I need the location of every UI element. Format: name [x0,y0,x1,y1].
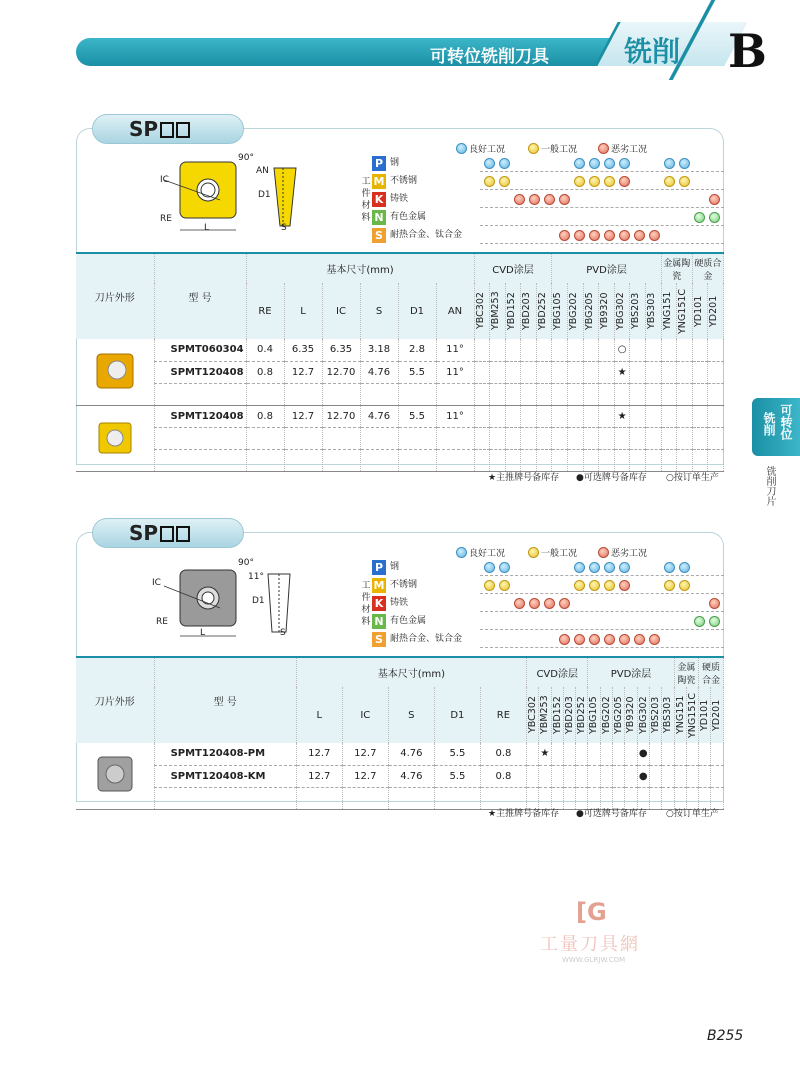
grade-header: YBD252 [536,292,548,330]
grade-header: YD201 [708,295,720,327]
legend-good-2 [456,546,505,559]
material-row-p [372,155,724,172]
diagram1-re: RE [160,214,172,224]
dim-cell: 0.8 [480,765,526,787]
bad-face-icon [634,634,645,645]
good-face-icon [664,158,675,169]
bad-face-icon [529,194,540,205]
material-label: 钢 [390,562,400,572]
section-letter: B [728,24,767,78]
material-letter: K [372,596,386,611]
dim-cell: 4.76 [388,743,434,765]
material-letter: M [373,579,385,592]
bad-face-icon [559,230,570,241]
normal-face-icon [589,176,600,187]
dim-header: D1 [398,283,436,339]
good-face-icon [619,158,630,169]
normal-face-icon [664,580,675,591]
normal-face-icon [484,176,495,187]
page-number: B255 [707,1028,744,1044]
good-face-icon [499,562,510,573]
dim-cell: 5.5 [434,743,480,765]
legend-bad-text: 恶劣工况 [611,549,648,559]
dim-header: L [296,687,342,743]
model-cell: SPMT060304 [154,339,246,361]
good-face-icon [456,143,467,154]
material-letter: N [372,614,386,629]
dim-cell: 0.8 [480,743,526,765]
dim-cell: 11° [436,361,474,383]
grade-header: YBM253 [490,291,502,331]
good-face-icon [574,158,585,169]
material-label: 耐热合金、钛合金 [390,634,463,644]
availability-mark: ★ [614,361,630,383]
col-model: 型 号 [154,657,296,743]
good-face-icon [679,562,690,573]
availability-mark: ○ [614,339,630,361]
bad-face-icon [544,598,555,609]
bad-face-icon [559,634,570,645]
material-row-n [372,613,724,630]
diagram2-an: 11° [248,572,264,582]
insert-image-yellow [90,348,140,392]
bad-face-icon [529,598,540,609]
grade-header: YBS203 [630,292,642,330]
dim-cell: 6.35 [284,339,322,361]
legend-normal-text: 一般工况 [541,145,578,155]
grade-header: YD201 [711,699,723,731]
material-label: 有色金属 [390,212,427,222]
footnote-circle-2: ○按订单生产 [666,809,719,819]
table-row [76,743,724,765]
col-shape: 刀片外形 [76,657,154,743]
grade-header: YBG302 [614,292,626,330]
material-label: 铸铁 [390,194,409,204]
material-caption-2: 工件材料 [361,581,371,627]
grade-header: YNG151 [661,291,673,331]
grade-header: YB9320 [599,292,611,330]
diagram1-angle: 90° [238,153,254,163]
dim-cell: 5.5 [398,361,436,383]
bad-face-icon [514,194,525,205]
group-carbide: 硬质合金 [699,657,724,687]
legend-normal-2 [528,546,577,559]
material-row-s [372,631,724,648]
material-row-s [372,227,724,244]
footnote-dot-2: ●可选牌号备库存 [576,809,647,819]
dim-header: IC [342,687,388,743]
dim-cell: 11° [436,339,474,361]
group-cvd: CVD涂层 [474,253,552,283]
bad-face-icon [598,547,609,558]
material-label: 耐热合金、钛合金 [390,230,463,240]
diagram1-an: AN [256,166,269,176]
grade-header: YD101 [699,699,711,731]
normal-face-icon [574,176,585,187]
dim-cell: 12.7 [296,765,342,787]
col-model: 型 号 [154,253,246,339]
col-dims: 基本尺寸(mm) [246,253,474,283]
normal-face-icon [499,176,510,187]
dim-header: RE [246,283,284,339]
good-face-icon [694,212,705,223]
good-face-icon [589,158,600,169]
legend-good-text: 良好工况 [469,145,506,155]
bad-face-icon [604,230,615,241]
material-row-k [372,191,724,208]
normal-face-icon [499,580,510,591]
grade-header: YBS203 [649,696,661,734]
dim-header: S [360,283,398,339]
material-row-k [372,595,724,612]
bad-face-icon [619,176,630,187]
table-row [76,361,724,383]
dim-header: L [284,283,322,339]
dim-cell: 0.4 [246,339,284,361]
good-face-icon [589,562,600,573]
dim-cell: 12.7 [284,405,322,427]
diagram1-s: S [281,223,287,233]
availability-mark: ● [637,743,649,765]
bad-face-icon [589,634,600,645]
material-row-m [372,577,724,594]
group-ceramic: 金属陶瓷 [661,253,692,283]
material-label: 钢 [390,158,400,168]
grade-header: YNG151 [674,695,686,735]
legend-good-text: 良好工况 [469,549,506,559]
normal-face-icon [664,176,675,187]
spec-table-1 [76,252,724,472]
footnote-star-1: ★主推牌号备库存 [488,473,560,483]
dim-cell: 4.76 [388,765,434,787]
spec-table-2 [76,656,724,810]
dim-header: IC [322,283,360,339]
good-face-icon [694,616,705,627]
insert-image-gray [90,749,140,799]
bad-face-icon [559,194,570,205]
side-tab-sub: 铣削刀片 [764,466,775,506]
dim-cell: 4.76 [360,405,398,427]
grade-header: YBG302 [637,696,649,734]
section2-tag-text: SP [129,521,159,545]
dim-cell: 0.8 [246,405,284,427]
dim-cell: 12.70 [322,361,360,383]
grade-header: YNG151C [677,288,689,334]
dim-cell: 3.18 [360,339,398,361]
normal-face-icon [604,580,615,591]
bad-face-icon [514,598,525,609]
grade-header: YBG202 [600,696,612,734]
header-banner [76,38,636,66]
group-carbide: 硬质合金 [692,253,723,283]
table-row [76,405,724,427]
group-ceramic: 金属陶瓷 [674,657,699,687]
diagram2-re: RE [156,617,168,627]
table-row [76,427,724,449]
table-row [76,765,724,787]
diagram1-ic: IC [160,175,169,185]
material-letter: M [373,175,385,188]
header-title: 可转位铣削刀具 [430,47,549,67]
dim-cell: 2.8 [398,339,436,361]
dim-cell: 6.35 [322,339,360,361]
good-face-icon [484,158,495,169]
model-cell: SPMT120408 [154,405,246,427]
bad-face-icon [649,230,660,241]
bad-face-icon [574,634,585,645]
grade-header: YBG205 [583,292,595,330]
grade-header: YBS303 [662,696,674,734]
legend-normal [528,142,577,155]
material-letter: N [372,210,386,225]
group-cvd: CVD涂层 [526,657,587,687]
material-caption-1: 工件材料 [361,177,371,223]
group-pvd: PVD涂层 [552,253,661,283]
dim-header: D1 [434,687,480,743]
grade-header: YBD252 [576,696,588,734]
bad-face-icon [544,194,555,205]
table-row [76,339,724,361]
box-glyph [176,122,190,138]
normal-face-icon [604,176,615,187]
bad-face-icon [709,598,720,609]
legend-bad [598,142,647,155]
watermark-url: WWW.GLRJW.COM [562,956,626,964]
grade-header: YBM253 [539,695,551,735]
good-face-icon [604,562,615,573]
grade-header: YNG151C [686,692,698,738]
grade-header: YBC302 [474,292,486,330]
grade-header: YBG202 [568,292,580,330]
table-row [76,449,724,471]
normal-face-icon [528,143,539,154]
grade-header: YBS303 [646,292,658,330]
dim-cell: 12.7 [342,765,388,787]
grade-header: YBD203 [563,696,575,734]
material-letter: P [372,560,386,575]
grade-header: YBC302 [526,696,538,734]
dim-header: RE [480,687,526,743]
model-cell: SPMT120408-PM [154,743,296,765]
bad-face-icon [574,230,585,241]
material-letter: K [372,192,386,207]
normal-face-icon [589,580,600,591]
dim-cell: 11° [436,405,474,427]
material-label: 铸铁 [390,598,409,608]
bad-face-icon [634,230,645,241]
footnote-star-2: ★主推牌号备库存 [488,809,560,819]
good-face-icon [709,212,720,223]
dim-cell: 5.5 [398,405,436,427]
dim-cell: 12.7 [296,743,342,765]
dim-cell: 12.7 [342,743,388,765]
normal-face-icon [528,547,539,558]
diagram2-l: L [200,628,206,638]
footnote-circle-1: ○按订单生产 [666,473,719,483]
material-row-p [372,559,724,576]
diagram1-l: L [204,223,210,233]
availability-mark: ★ [539,743,551,765]
material-label: 有色金属 [390,616,427,626]
normal-face-icon [679,580,690,591]
grade-header: YBD203 [521,292,533,330]
header-subtitle: 铣削 [624,35,681,68]
material-letter: S [372,228,386,243]
material-label: 不锈钢 [390,580,418,590]
bad-face-icon [598,143,609,154]
good-face-icon [484,562,495,573]
availability-mark: ★ [614,405,630,427]
bad-face-icon [589,230,600,241]
legend-good [456,142,505,155]
bad-face-icon [619,634,630,645]
grade-header: YBD152 [551,696,563,734]
side-tab-line2: 铣削 [762,412,776,436]
dim-cell: 12.70 [322,405,360,427]
normal-face-icon [679,176,690,187]
bad-face-icon [619,580,630,591]
material-row-n [372,209,724,226]
good-face-icon [679,158,690,169]
grade-header: YBG205 [613,696,625,734]
good-face-icon [709,616,720,627]
grade-header: YBG105 [588,696,600,734]
good-face-icon [574,562,585,573]
diagram2-angle: 90° [238,558,254,568]
normal-face-icon [484,580,495,591]
dim-cell: 5.5 [434,765,480,787]
material-letter: P [372,156,386,171]
diagram1-d1: D1 [258,190,271,200]
legend-normal-text: 一般工况 [541,549,578,559]
material-label: 不锈钢 [390,176,418,186]
model-cell: SPMT120408-KM [154,765,296,787]
availability-mark: ● [637,765,649,787]
watermark-text: 工量刀具網 [540,934,640,955]
watermark-logo: [G [576,898,607,926]
dim-header: AN [436,283,474,339]
diagram2-d1: D1 [252,596,265,606]
normal-face-icon [574,580,585,591]
legend-bad-text: 恶劣工况 [611,145,648,155]
insert-diagram-2 [150,556,310,646]
good-face-icon [456,547,467,558]
bad-face-icon [649,634,660,645]
grade-header: YBG105 [552,292,564,330]
bad-face-icon [559,598,570,609]
dim-cell: 0.8 [246,361,284,383]
good-face-icon [664,562,675,573]
side-tab-line1: 可转位 [779,404,793,440]
box-glyph [160,526,174,542]
box-glyph [160,122,174,138]
group-pvd: PVD涂层 [588,657,674,687]
grade-header: YD101 [692,295,704,327]
good-face-icon [499,158,510,169]
material-letter: S [372,632,386,647]
insert-image-yellow-2 [90,415,140,459]
legend-bad-2 [598,546,647,559]
col-dims: 基本尺寸(mm) [296,657,526,687]
side-tab[interactable] [752,398,800,456]
section1-tag [92,114,244,144]
good-face-icon [619,562,630,573]
diagram2-ic: IC [152,578,161,588]
grade-header: YBD152 [505,292,517,330]
footnote-dot-1: ●可选牌号备库存 [576,473,647,483]
material-row-m [372,173,724,190]
section1-tag-text: SP [129,117,159,141]
grade-header: YB9320 [625,696,637,734]
model-cell: SPMT120408 [154,361,246,383]
bad-face-icon [604,634,615,645]
bad-face-icon [709,194,720,205]
section2-tag [92,518,244,548]
good-face-icon [604,158,615,169]
dim-header: S [388,687,434,743]
dim-cell: 4.76 [360,361,398,383]
dim-cell: 12.7 [284,361,322,383]
box-glyph [176,526,190,542]
table-row [76,383,724,405]
col-shape: 刀片外形 [76,253,154,339]
bad-face-icon [619,230,630,241]
diagram2-s: S [280,628,286,638]
